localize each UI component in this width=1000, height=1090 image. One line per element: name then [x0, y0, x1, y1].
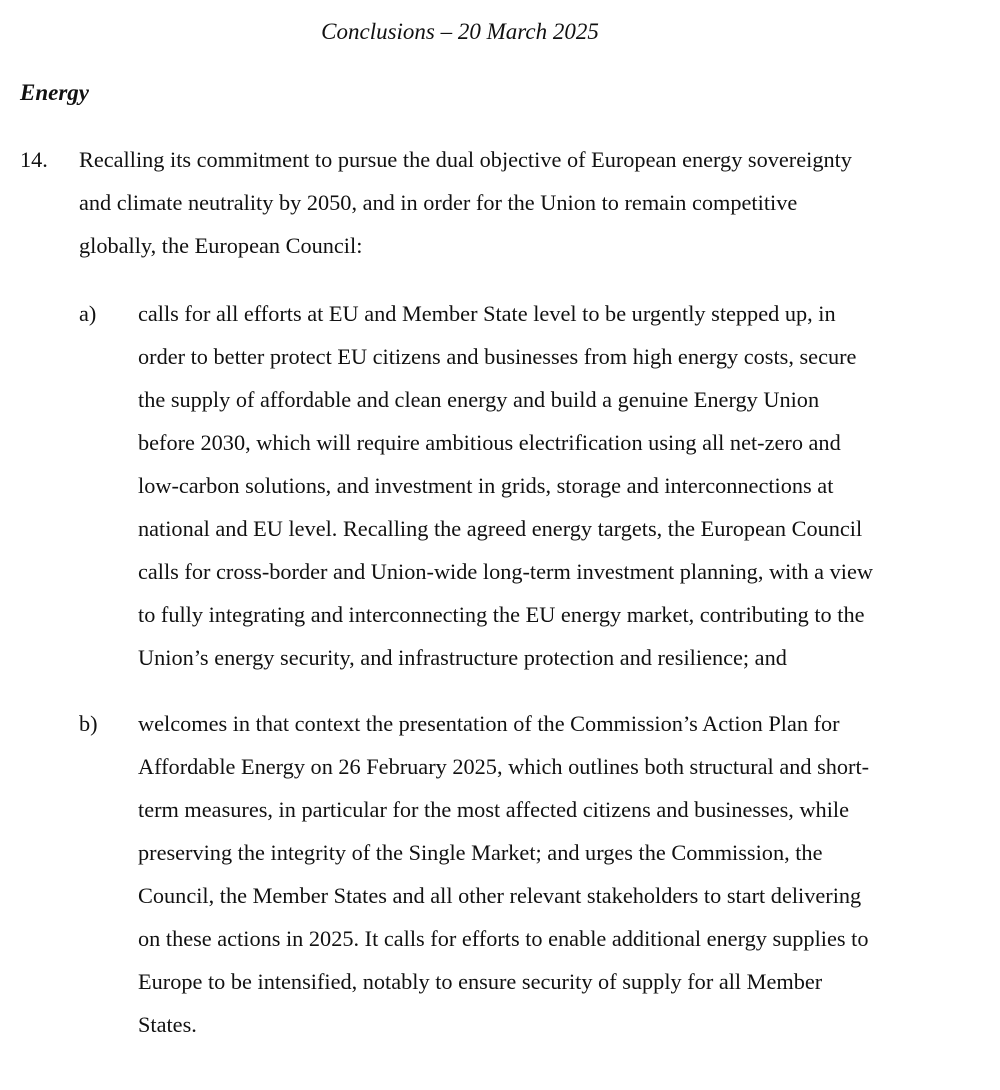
list-item-label: a) [79, 301, 97, 326]
text-line: the supply of affordable and clean energy and build a genuine Energy Union [138, 387, 820, 412]
page-header: Conclusions – 20 March 2025 [321, 19, 599, 44]
text-line: term measures, in particular for the most affected citizens and businesses, while [138, 797, 849, 822]
paragraph-text [79, 138, 979, 267]
paragraph-number: 14. [20, 147, 48, 172]
text-line: and climate neutrality by 2050, and in order for the Union to remain competitive [79, 190, 798, 215]
text-line: to fully integrating and interconnecting the EU energy market, contributing to the [138, 602, 865, 627]
text-line: States. [138, 1012, 197, 1037]
text-line: welcomes in that context the presentation of the Commission’s Action Plan for [138, 711, 840, 736]
text-line: Council, the Member States and all other relevant stakeholders to start delivering [138, 883, 862, 908]
text-line: preserving the integrity of the Single Market; and urges the Commission, the [138, 840, 823, 865]
text-line: low-carbon solutions, and investment in grids, storage and interconnections at [138, 473, 834, 498]
list-item-text [138, 702, 988, 1046]
section-heading: Energy [20, 80, 89, 105]
list-item-text [138, 292, 988, 679]
text-line: order to better protect EU citizens and businesses from high energy costs, secure [138, 344, 857, 369]
text-line: Europe to be intensified, notably to ensure security of supply for all Member [138, 969, 823, 994]
text-line: globally, the European Council: [79, 233, 363, 258]
text-line: Affordable Energy on 26 February 2025, which outlines both structural and short- [138, 754, 870, 779]
text-line: on these actions in 2025. It calls for efforts to enable additional energy supplies to [138, 926, 869, 951]
text-line: national and EU level. Recalling the agreed energy targets, the European Council [138, 516, 863, 541]
list-item-label: b) [79, 711, 98, 736]
text-line: Union’s energy security, and infrastructure protection and resilience; and [138, 645, 787, 670]
text-line: calls for cross-border and Union-wide long-term investment planning, with a view [138, 559, 873, 584]
text-line: before 2030, which will require ambitious electrification using all net-zero and [138, 430, 841, 455]
text-line: calls for all efforts at EU and Member State level to be urgently stepped up, in [138, 301, 836, 326]
text-line: Recalling its commitment to pursue the dual objective of European energy sovereignty [79, 147, 852, 172]
